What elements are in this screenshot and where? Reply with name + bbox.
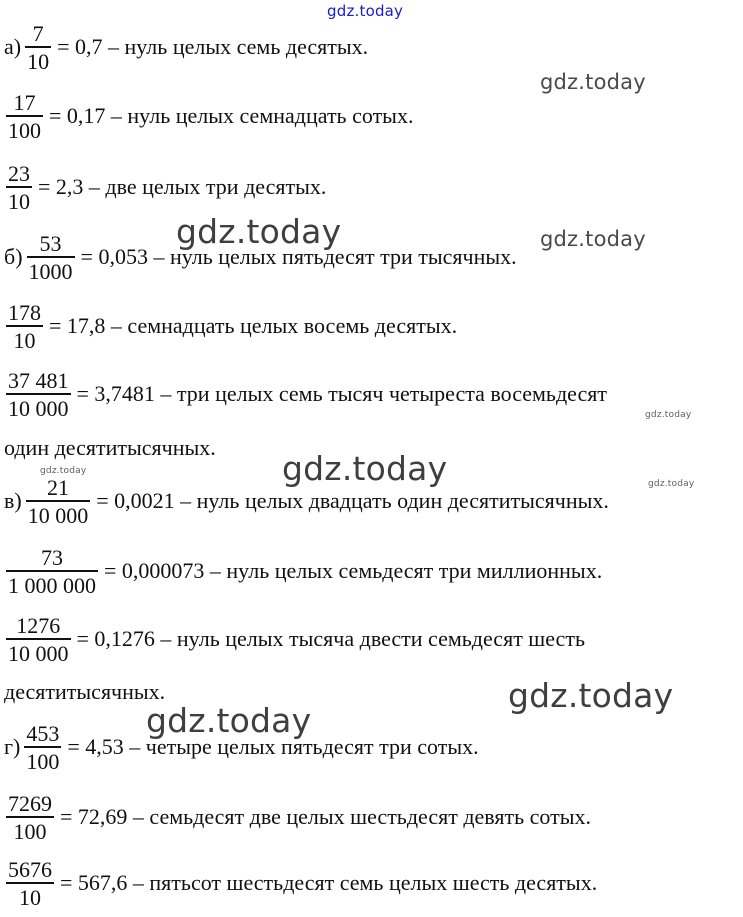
solution-line [4, 301, 739, 352]
fraction-bar [6, 325, 43, 327]
numerator: 5676 [8, 857, 52, 882]
solution-line [4, 792, 739, 843]
fraction [26, 476, 91, 527]
line-text: = 3,7481 – три целых семь тысяч четыреста восемьдесят [76, 381, 607, 407]
denominator: 100 [13, 818, 47, 844]
solution-line [4, 858, 739, 909]
line-text: = 0,7 – нуль целых семь десятых. [57, 34, 369, 60]
solution-line [4, 22, 739, 73]
watermark: gdz.today [508, 676, 674, 715]
fraction-bar [25, 46, 51, 48]
part-label: а) [4, 34, 22, 60]
fraction [6, 301, 43, 352]
numerator: 7269 [8, 791, 52, 816]
fraction-bar [6, 638, 71, 640]
line-text: = 72,69 – семьдесят две целых шестьдесят девять сотых. [60, 804, 592, 830]
solution-line [4, 614, 739, 665]
numerator: 37 481 [8, 368, 69, 393]
fraction [6, 369, 71, 420]
line-text: = 0,000073 – нуль целых семьдесят три миллионных. [104, 558, 603, 584]
denominator: 10 000 [27, 502, 89, 528]
part-label: г) [4, 734, 21, 760]
solution-line [4, 476, 739, 527]
watermark: gdz.today [648, 479, 695, 489]
denominator: 100 [8, 117, 41, 143]
fraction-bar [6, 570, 98, 572]
part-label: б) [4, 244, 23, 270]
fraction [6, 792, 54, 843]
fraction [6, 91, 43, 142]
line-text: = 567,6 – пятьсот шестьдесят семь целых шесть десятых. [60, 870, 598, 896]
denominator: 10 [27, 48, 50, 74]
solution-line [4, 722, 739, 773]
line-text: = 2,3 – две целых три десятых. [38, 174, 327, 200]
line-text: = 0,053 – нуль целых пятьдесят три тысячных. [80, 244, 517, 270]
numerator: 17 [13, 90, 36, 115]
fraction [27, 232, 75, 283]
fraction-bar [24, 746, 61, 748]
fraction [6, 858, 54, 909]
fraction-bar [27, 256, 75, 258]
fraction [25, 22, 51, 73]
numerator: 53 [39, 231, 62, 256]
denominator: 10 000 [8, 395, 69, 421]
solution-line [4, 162, 739, 213]
numerator: 21 [46, 475, 69, 500]
line-text: = 0,0021 – нуль целых двадцать один десятитысячных. [96, 488, 609, 514]
fraction [24, 722, 61, 773]
denominator: 1 000 000 [8, 572, 96, 598]
line-continuation: один десятитысячных. [4, 435, 216, 460]
fraction-bar [6, 882, 54, 884]
line-text: = 4,53 – четыре целых пятьдесят три сотых. [67, 734, 479, 760]
watermark: gdz.today [40, 466, 87, 476]
numerator: 178 [8, 300, 41, 325]
line-text: = 17,8 – семнадцать целых восемь десятых. [49, 313, 458, 339]
denominator: 1000 [28, 258, 73, 284]
denominator: 100 [26, 748, 60, 774]
fraction-bar [6, 115, 43, 117]
fraction-bar [6, 393, 71, 395]
part-label: в) [4, 488, 22, 514]
line-continuation: десятитысячных. [4, 679, 166, 704]
numerator: 453 [26, 721, 60, 746]
denominator: 10 [19, 884, 41, 910]
watermark: gdz.today [540, 227, 646, 251]
watermark: gdz.today [146, 701, 312, 740]
numerator: 73 [41, 545, 63, 570]
solution-line [4, 546, 739, 597]
solution-line [4, 232, 739, 283]
watermark: gdz.today [540, 70, 646, 94]
watermark-top: gdz.today [327, 2, 404, 20]
solution-line [4, 369, 739, 420]
fraction-bar [26, 500, 91, 502]
numerator: 23 [8, 161, 30, 186]
fraction [6, 546, 98, 597]
fraction [6, 162, 32, 213]
watermark: gdz.today [176, 212, 342, 251]
fraction-bar [6, 186, 32, 188]
watermark: gdz.today [282, 449, 448, 488]
denominator: 10 000 [8, 640, 69, 666]
fraction-bar [6, 816, 54, 818]
numerator: 7 [32, 21, 44, 46]
fraction [6, 614, 71, 665]
denominator: 10 [13, 327, 36, 353]
denominator: 10 [8, 188, 30, 214]
line-text: = 0,17 – нуль целых семнадцать сотых. [49, 103, 414, 129]
watermark: gdz.today [645, 410, 692, 420]
line-text: = 0,1276 – нуль целых тысяча двести семьдесят шесть [76, 626, 585, 652]
solution-line [4, 91, 739, 142]
numerator: 1276 [16, 613, 61, 638]
